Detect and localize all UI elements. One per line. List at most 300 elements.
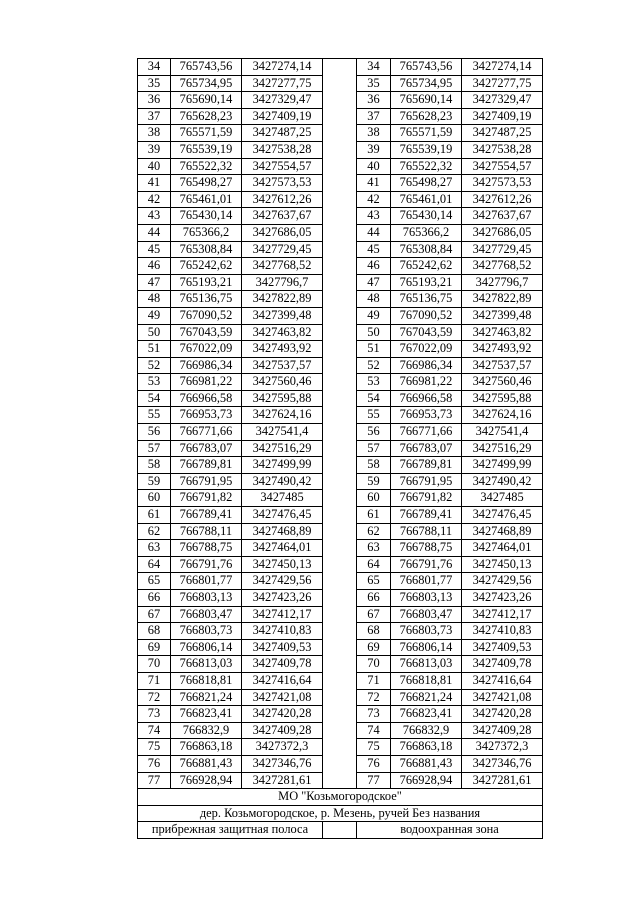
right-x-coordinate: 765628,23 xyxy=(391,108,462,125)
right-y-coordinate: 3427541,4 xyxy=(462,424,543,441)
spacer-cell xyxy=(323,374,357,391)
left-y-coordinate: 3427281,61 xyxy=(242,772,323,789)
right-point-number: 64 xyxy=(357,556,391,573)
right-y-coordinate: 3427822,89 xyxy=(462,291,543,308)
spacer-cell xyxy=(323,424,357,441)
right-point-number: 36 xyxy=(357,92,391,109)
left-point-number: 73 xyxy=(138,706,171,723)
right-y-coordinate: 3427420,28 xyxy=(462,706,543,723)
right-point-number: 50 xyxy=(357,324,391,341)
right-point-number: 72 xyxy=(357,689,391,706)
left-y-coordinate: 3427277,75 xyxy=(242,75,323,92)
left-x-coordinate: 765193,21 xyxy=(171,274,242,291)
left-x-coordinate: 765743,56 xyxy=(171,59,242,76)
left-x-coordinate: 766806,14 xyxy=(171,639,242,656)
table-row xyxy=(138,108,543,125)
left-point-number: 40 xyxy=(138,158,171,175)
table-row xyxy=(138,291,543,308)
left-point-number: 66 xyxy=(138,590,171,607)
spacer-cell xyxy=(323,324,357,341)
left-point-number: 76 xyxy=(138,755,171,772)
right-y-coordinate: 3427409,28 xyxy=(462,722,543,739)
right-point-number: 38 xyxy=(357,125,391,142)
left-y-coordinate: 3427409,78 xyxy=(242,656,323,673)
right-y-coordinate: 3427554,57 xyxy=(462,158,543,175)
right-y-coordinate: 3427468,89 xyxy=(462,523,543,540)
right-y-coordinate: 3427538,28 xyxy=(462,141,543,158)
left-y-coordinate: 3427485 xyxy=(242,490,323,507)
table-row xyxy=(138,490,543,507)
left-y-coordinate: 3427274,14 xyxy=(242,59,323,76)
spacer-cell xyxy=(323,440,357,457)
right-y-coordinate: 3427595,88 xyxy=(462,390,543,407)
table-row xyxy=(138,357,543,374)
right-y-coordinate: 3427493,92 xyxy=(462,341,543,358)
right-x-coordinate: 765308,84 xyxy=(391,241,462,258)
spacer-cell xyxy=(323,540,357,557)
right-y-coordinate: 3427637,67 xyxy=(462,208,543,225)
left-x-coordinate: 766832,9 xyxy=(171,722,242,739)
left-y-coordinate: 3427409,53 xyxy=(242,639,323,656)
table-row xyxy=(138,175,543,192)
right-y-coordinate: 3427490,42 xyxy=(462,473,543,490)
right-x-coordinate: 766832,9 xyxy=(391,722,462,739)
left-y-coordinate: 3427499,99 xyxy=(242,457,323,474)
left-y-coordinate: 3427637,67 xyxy=(242,208,323,225)
left-x-coordinate: 766881,43 xyxy=(171,755,242,772)
left-point-number: 53 xyxy=(138,374,171,391)
left-y-coordinate: 3427487,25 xyxy=(242,125,323,142)
left-y-coordinate: 3427409,28 xyxy=(242,722,323,739)
left-x-coordinate: 766791,82 xyxy=(171,490,242,507)
right-point-number: 49 xyxy=(357,307,391,324)
table-row xyxy=(138,191,543,208)
table-row xyxy=(138,341,543,358)
left-x-coordinate: 766818,81 xyxy=(171,672,242,689)
spacer-cell xyxy=(323,125,357,142)
left-x-coordinate: 766981,22 xyxy=(171,374,242,391)
left-x-coordinate: 766821,24 xyxy=(171,689,242,706)
right-y-coordinate: 3427796,7 xyxy=(462,274,543,291)
left-x-coordinate: 766803,73 xyxy=(171,623,242,640)
left-point-number: 71 xyxy=(138,672,171,689)
right-point-number: 52 xyxy=(357,357,391,374)
right-x-coordinate: 766981,22 xyxy=(391,374,462,391)
right-x-coordinate: 766771,66 xyxy=(391,424,462,441)
right-point-number: 67 xyxy=(357,606,391,623)
right-y-coordinate: 3427277,75 xyxy=(462,75,543,92)
right-x-coordinate: 765193,21 xyxy=(391,274,462,291)
right-y-coordinate: 3427421,08 xyxy=(462,689,543,706)
table-footer xyxy=(138,789,543,839)
left-x-coordinate: 766986,34 xyxy=(171,357,242,374)
right-x-coordinate: 765539,19 xyxy=(391,141,462,158)
spacer-cell xyxy=(323,407,357,424)
right-x-coordinate: 765366,2 xyxy=(391,224,462,241)
right-y-coordinate: 3427463,82 xyxy=(462,324,543,341)
right-y-coordinate: 3427485 xyxy=(462,490,543,507)
left-y-coordinate: 3427822,89 xyxy=(242,291,323,308)
right-x-coordinate: 766986,34 xyxy=(391,357,462,374)
left-y-coordinate: 3427490,42 xyxy=(242,473,323,490)
spacer-cell xyxy=(323,274,357,291)
left-x-coordinate: 765522,32 xyxy=(171,158,242,175)
table-row xyxy=(138,307,543,324)
spacer-cell xyxy=(323,656,357,673)
table-row xyxy=(138,274,543,291)
table-row xyxy=(138,224,543,241)
spacer-cell xyxy=(323,573,357,590)
table-row xyxy=(138,556,543,573)
spacer-cell xyxy=(323,357,357,374)
right-point-number: 61 xyxy=(357,507,391,524)
left-x-coordinate: 766791,76 xyxy=(171,556,242,573)
right-point-number: 77 xyxy=(357,772,391,789)
left-y-coordinate: 3427537,57 xyxy=(242,357,323,374)
left-y-coordinate: 3427516,29 xyxy=(242,440,323,457)
footer-empty-cell xyxy=(323,822,357,839)
right-point-number: 41 xyxy=(357,175,391,192)
right-point-number: 37 xyxy=(357,108,391,125)
spacer-cell xyxy=(323,523,357,540)
right-y-coordinate: 3427399,48 xyxy=(462,307,543,324)
footer-location-row xyxy=(138,805,543,822)
left-y-coordinate: 3427796,7 xyxy=(242,274,323,291)
left-point-number: 34 xyxy=(138,59,171,76)
left-y-coordinate: 3427463,82 xyxy=(242,324,323,341)
table-row xyxy=(138,407,543,424)
table-row xyxy=(138,457,543,474)
right-y-coordinate: 3427729,45 xyxy=(462,241,543,258)
left-x-coordinate: 765571,59 xyxy=(171,125,242,142)
coordinates-table-body xyxy=(138,59,543,789)
left-y-coordinate: 3427768,52 xyxy=(242,258,323,275)
spacer-cell xyxy=(323,606,357,623)
table-row xyxy=(138,324,543,341)
left-x-coordinate: 765136,75 xyxy=(171,291,242,308)
right-x-coordinate: 766823,41 xyxy=(391,706,462,723)
coordinates-table xyxy=(137,58,543,839)
left-point-number: 45 xyxy=(138,241,171,258)
spacer-cell xyxy=(323,755,357,772)
right-point-number: 66 xyxy=(357,590,391,607)
left-y-coordinate: 3427468,89 xyxy=(242,523,323,540)
table-row xyxy=(138,75,543,92)
left-point-number: 36 xyxy=(138,92,171,109)
right-y-coordinate: 3427476,45 xyxy=(462,507,543,524)
right-x-coordinate: 766803,47 xyxy=(391,606,462,623)
right-x-coordinate: 765734,95 xyxy=(391,75,462,92)
left-point-number: 59 xyxy=(138,473,171,490)
footer-zones-row xyxy=(138,822,543,839)
table-row xyxy=(138,141,543,158)
table-row xyxy=(138,523,543,540)
coastal-protective-strip-label: прибрежная защитная полоса xyxy=(138,822,323,839)
spacer-cell xyxy=(323,706,357,723)
right-x-coordinate: 765571,59 xyxy=(391,125,462,142)
table-row xyxy=(138,241,543,258)
left-point-number: 69 xyxy=(138,639,171,656)
right-y-coordinate: 3427537,57 xyxy=(462,357,543,374)
right-x-coordinate: 765242,62 xyxy=(391,258,462,275)
left-x-coordinate: 766813,03 xyxy=(171,656,242,673)
left-y-coordinate: 3427464,01 xyxy=(242,540,323,557)
left-point-number: 56 xyxy=(138,424,171,441)
left-point-number: 67 xyxy=(138,606,171,623)
left-point-number: 38 xyxy=(138,125,171,142)
left-x-coordinate: 766863,18 xyxy=(171,739,242,756)
right-point-number: 42 xyxy=(357,191,391,208)
left-x-coordinate: 766788,75 xyxy=(171,540,242,557)
spacer-cell xyxy=(323,457,357,474)
left-point-number: 55 xyxy=(138,407,171,424)
spacer-cell xyxy=(323,224,357,241)
right-point-number: 39 xyxy=(357,141,391,158)
left-point-number: 42 xyxy=(138,191,171,208)
spacer-cell xyxy=(323,772,357,789)
left-y-coordinate: 3427420,28 xyxy=(242,706,323,723)
right-y-coordinate: 3427372,3 xyxy=(462,739,543,756)
spacer-cell xyxy=(323,473,357,490)
right-x-coordinate: 766788,75 xyxy=(391,540,462,557)
right-point-number: 58 xyxy=(357,457,391,474)
left-y-coordinate: 3427612,26 xyxy=(242,191,323,208)
right-y-coordinate: 3427429,56 xyxy=(462,573,543,590)
right-x-coordinate: 766791,76 xyxy=(391,556,462,573)
left-point-number: 52 xyxy=(138,357,171,374)
right-point-number: 57 xyxy=(357,440,391,457)
spacer-cell xyxy=(323,307,357,324)
left-x-coordinate: 765242,62 xyxy=(171,258,242,275)
right-y-coordinate: 3427409,53 xyxy=(462,639,543,656)
left-point-number: 64 xyxy=(138,556,171,573)
left-y-coordinate: 3427412,17 xyxy=(242,606,323,623)
right-y-coordinate: 3427612,26 xyxy=(462,191,543,208)
left-x-coordinate: 766966,58 xyxy=(171,390,242,407)
right-x-coordinate: 766783,07 xyxy=(391,440,462,457)
right-point-number: 53 xyxy=(357,374,391,391)
right-y-coordinate: 3427464,01 xyxy=(462,540,543,557)
left-y-coordinate: 3427476,45 xyxy=(242,507,323,524)
left-point-number: 65 xyxy=(138,573,171,590)
left-point-number: 54 xyxy=(138,390,171,407)
left-y-coordinate: 3427429,56 xyxy=(242,573,323,590)
right-point-number: 55 xyxy=(357,407,391,424)
right-point-number: 75 xyxy=(357,739,391,756)
right-y-coordinate: 3427516,29 xyxy=(462,440,543,457)
left-x-coordinate: 766788,11 xyxy=(171,523,242,540)
right-point-number: 35 xyxy=(357,75,391,92)
right-point-number: 65 xyxy=(357,573,391,590)
left-x-coordinate: 766953,73 xyxy=(171,407,242,424)
left-x-coordinate: 765308,84 xyxy=(171,241,242,258)
right-y-coordinate: 3427487,25 xyxy=(462,125,543,142)
left-point-number: 44 xyxy=(138,224,171,241)
right-x-coordinate: 766788,11 xyxy=(391,523,462,540)
left-point-number: 47 xyxy=(138,274,171,291)
right-point-number: 59 xyxy=(357,473,391,490)
left-x-coordinate: 766783,07 xyxy=(171,440,242,457)
spacer-cell xyxy=(323,141,357,158)
right-y-coordinate: 3427450,13 xyxy=(462,556,543,573)
right-x-coordinate: 766928,94 xyxy=(391,772,462,789)
spacer-cell xyxy=(323,191,357,208)
right-point-number: 56 xyxy=(357,424,391,441)
right-point-number: 73 xyxy=(357,706,391,723)
right-point-number: 45 xyxy=(357,241,391,258)
table-row xyxy=(138,390,543,407)
left-y-coordinate: 3427409,19 xyxy=(242,108,323,125)
right-x-coordinate: 766806,14 xyxy=(391,639,462,656)
right-point-number: 68 xyxy=(357,623,391,640)
left-y-coordinate: 3427573,53 xyxy=(242,175,323,192)
right-x-coordinate: 766966,58 xyxy=(391,390,462,407)
left-x-coordinate: 766771,66 xyxy=(171,424,242,441)
left-point-number: 49 xyxy=(138,307,171,324)
right-point-number: 40 xyxy=(357,158,391,175)
right-y-coordinate: 3427423,26 xyxy=(462,590,543,607)
right-x-coordinate: 766863,18 xyxy=(391,739,462,756)
right-point-number: 69 xyxy=(357,639,391,656)
left-x-coordinate: 766803,47 xyxy=(171,606,242,623)
spacer-cell xyxy=(323,175,357,192)
left-point-number: 72 xyxy=(138,689,171,706)
left-x-coordinate: 765461,01 xyxy=(171,191,242,208)
spacer-cell xyxy=(323,623,357,640)
right-x-coordinate: 765461,01 xyxy=(391,191,462,208)
right-x-coordinate: 765430,14 xyxy=(391,208,462,225)
table-row xyxy=(138,672,543,689)
table-row xyxy=(138,623,543,640)
left-y-coordinate: 3427595,88 xyxy=(242,390,323,407)
left-point-number: 48 xyxy=(138,291,171,308)
left-point-number: 75 xyxy=(138,739,171,756)
left-y-coordinate: 3427416,64 xyxy=(242,672,323,689)
right-x-coordinate: 765136,75 xyxy=(391,291,462,308)
left-x-coordinate: 765690,14 xyxy=(171,92,242,109)
right-y-coordinate: 3427499,99 xyxy=(462,457,543,474)
table-row xyxy=(138,440,543,457)
left-y-coordinate: 3427729,45 xyxy=(242,241,323,258)
water-protection-zone-label: водоохранная зона xyxy=(357,822,543,839)
left-point-number: 50 xyxy=(138,324,171,341)
right-point-number: 74 xyxy=(357,722,391,739)
spacer-cell xyxy=(323,158,357,175)
table-row xyxy=(138,590,543,607)
right-point-number: 54 xyxy=(357,390,391,407)
left-x-coordinate: 765366,2 xyxy=(171,224,242,241)
left-x-coordinate: 766789,81 xyxy=(171,457,242,474)
left-y-coordinate: 3427624,16 xyxy=(242,407,323,424)
right-point-number: 76 xyxy=(357,755,391,772)
right-x-coordinate: 766803,73 xyxy=(391,623,462,640)
left-x-coordinate: 766801,77 xyxy=(171,573,242,590)
left-point-number: 70 xyxy=(138,656,171,673)
left-y-coordinate: 3427399,48 xyxy=(242,307,323,324)
right-x-coordinate: 767022,09 xyxy=(391,341,462,358)
table-row xyxy=(138,59,543,76)
spacer-cell xyxy=(323,722,357,739)
table-row xyxy=(138,739,543,756)
table-row xyxy=(138,92,543,109)
left-point-number: 35 xyxy=(138,75,171,92)
left-y-coordinate: 3427686,05 xyxy=(242,224,323,241)
right-x-coordinate: 765522,32 xyxy=(391,158,462,175)
spacer-cell xyxy=(323,208,357,225)
spacer-cell xyxy=(323,59,357,76)
right-x-coordinate: 766803,13 xyxy=(391,590,462,607)
right-y-coordinate: 3427416,64 xyxy=(462,672,543,689)
left-point-number: 46 xyxy=(138,258,171,275)
right-x-coordinate: 765743,56 xyxy=(391,59,462,76)
left-point-number: 37 xyxy=(138,108,171,125)
left-y-coordinate: 3427372,3 xyxy=(242,739,323,756)
left-y-coordinate: 3427421,08 xyxy=(242,689,323,706)
right-x-coordinate: 767043,59 xyxy=(391,324,462,341)
left-y-coordinate: 3427541,4 xyxy=(242,424,323,441)
right-y-coordinate: 3427768,52 xyxy=(462,258,543,275)
left-point-number: 74 xyxy=(138,722,171,739)
right-y-coordinate: 3427573,53 xyxy=(462,175,543,192)
right-point-number: 44 xyxy=(357,224,391,241)
spacer-cell xyxy=(323,590,357,607)
table-row xyxy=(138,473,543,490)
table-row xyxy=(138,706,543,723)
right-x-coordinate: 766821,24 xyxy=(391,689,462,706)
right-point-number: 70 xyxy=(357,656,391,673)
table-row xyxy=(138,755,543,772)
table-row xyxy=(138,258,543,275)
left-y-coordinate: 3427538,28 xyxy=(242,141,323,158)
footer-municipality-row xyxy=(138,789,543,806)
table-row xyxy=(138,573,543,590)
table-row xyxy=(138,722,543,739)
table-row xyxy=(138,374,543,391)
spacer-cell xyxy=(323,672,357,689)
right-x-coordinate: 766789,81 xyxy=(391,457,462,474)
right-y-coordinate: 3427409,19 xyxy=(462,108,543,125)
right-x-coordinate: 766953,73 xyxy=(391,407,462,424)
right-x-coordinate: 765690,14 xyxy=(391,92,462,109)
spacer-cell xyxy=(323,75,357,92)
left-x-coordinate: 766823,41 xyxy=(171,706,242,723)
left-x-coordinate: 765734,95 xyxy=(171,75,242,92)
right-point-number: 48 xyxy=(357,291,391,308)
left-point-number: 68 xyxy=(138,623,171,640)
table-row xyxy=(138,158,543,175)
table-row xyxy=(138,208,543,225)
right-x-coordinate: 766791,82 xyxy=(391,490,462,507)
right-y-coordinate: 3427686,05 xyxy=(462,224,543,241)
right-x-coordinate: 766789,41 xyxy=(391,507,462,524)
left-y-coordinate: 3427560,46 xyxy=(242,374,323,391)
right-x-coordinate: 766818,81 xyxy=(391,672,462,689)
left-y-coordinate: 3427346,76 xyxy=(242,755,323,772)
left-x-coordinate: 766803,13 xyxy=(171,590,242,607)
left-point-number: 77 xyxy=(138,772,171,789)
left-point-number: 39 xyxy=(138,141,171,158)
right-point-number: 47 xyxy=(357,274,391,291)
table-row xyxy=(138,772,543,789)
spacer-cell xyxy=(323,291,357,308)
right-y-coordinate: 3427410,83 xyxy=(462,623,543,640)
left-x-coordinate: 765539,19 xyxy=(171,141,242,158)
left-y-coordinate: 3427423,26 xyxy=(242,590,323,607)
left-x-coordinate: 767022,09 xyxy=(171,341,242,358)
left-point-number: 51 xyxy=(138,341,171,358)
table-row xyxy=(138,639,543,656)
left-x-coordinate: 765430,14 xyxy=(171,208,242,225)
